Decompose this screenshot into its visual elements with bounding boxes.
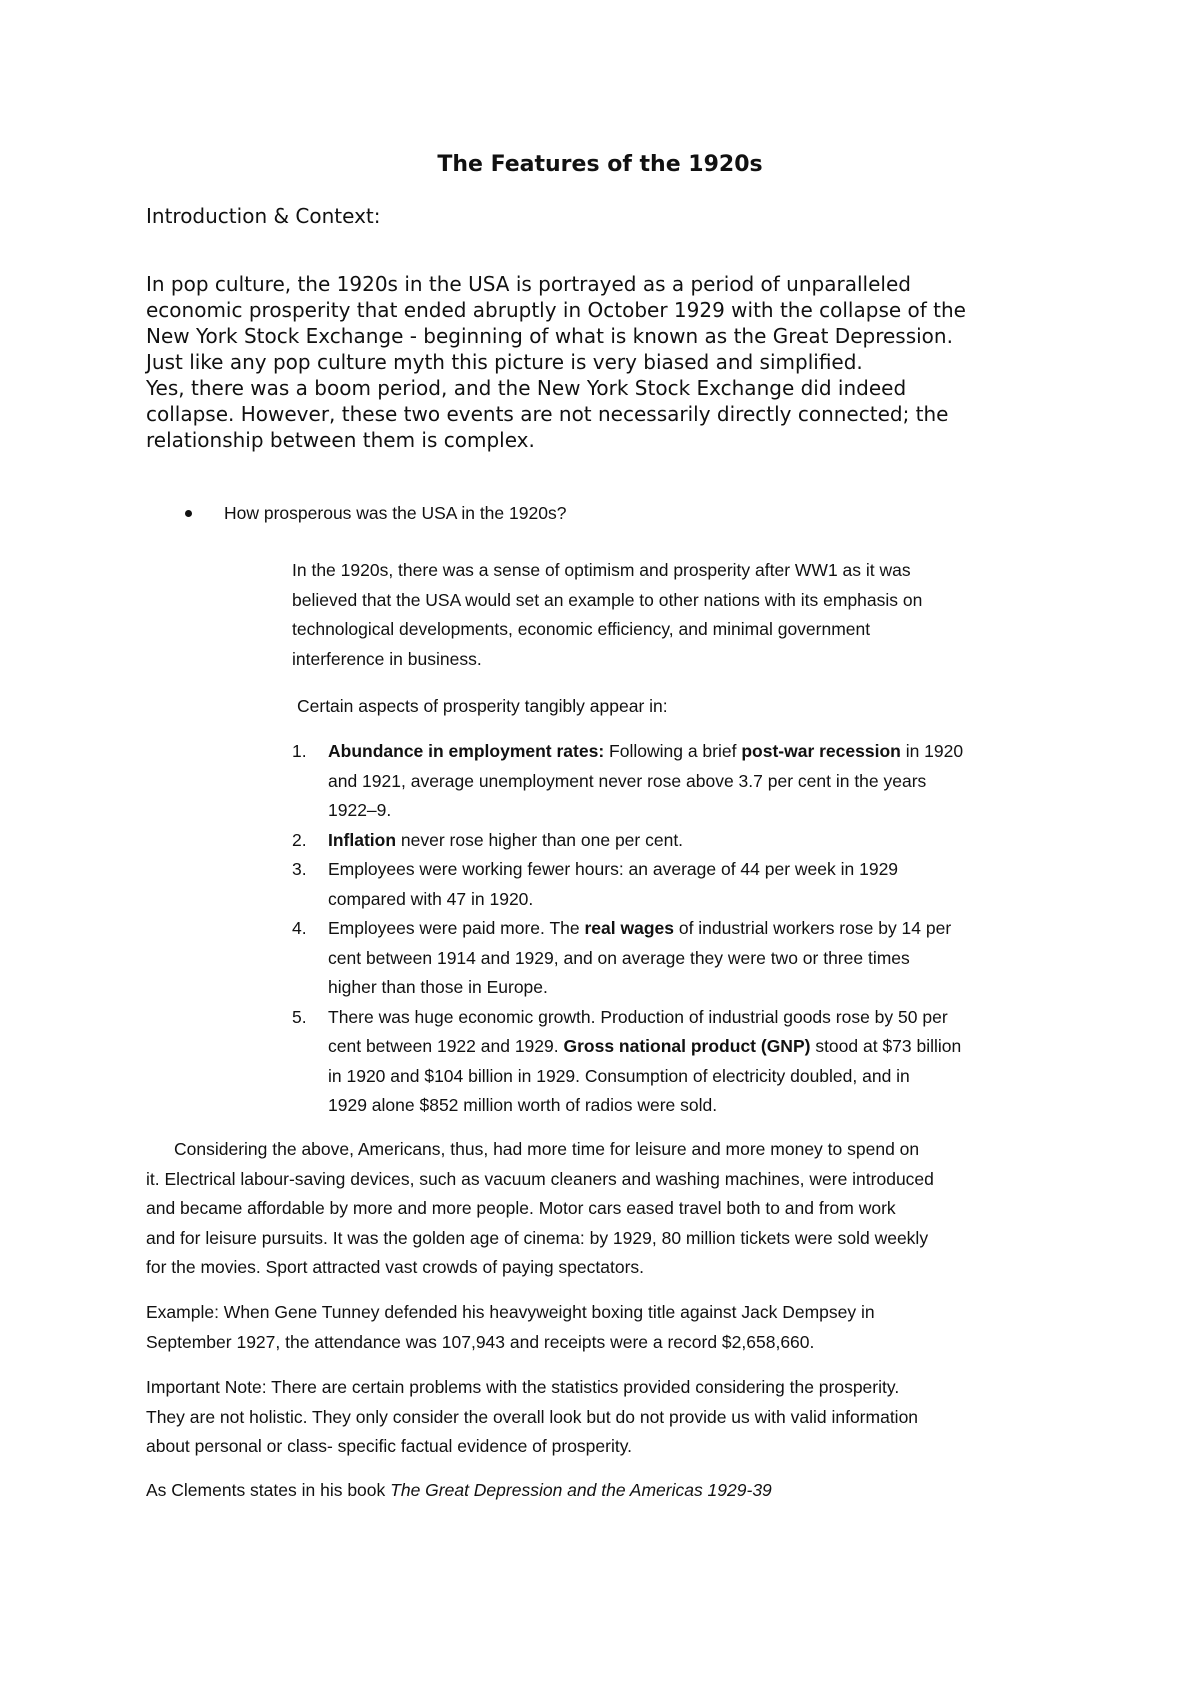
bold-term: Abundance in employment rates:	[328, 741, 605, 761]
list-item	[292, 914, 1092, 1003]
intro-paragraph	[146, 271, 1086, 453]
example-line: September 1927, the attendance was 107,943 and receipts were a record $2,658,660.	[146, 1331, 815, 1352]
example-paragraph	[146, 1298, 1086, 1357]
bold-term: post-war recession	[741, 741, 901, 761]
list-number: 1.	[292, 741, 307, 761]
prosperity-line: technological developments, economic efficiency, and minimal government	[292, 619, 871, 639]
note-line: They are not holistic. They only consider the overall look but do not provide us with valid information	[146, 1406, 919, 1427]
intro-line: New York Stock Exchange - beginning of what is known as the Great Depression.	[146, 324, 953, 348]
considering-line: and for leisure pursuits. It was the golden age of cinema: by 1929, 80 million tickets were sold weekly	[146, 1227, 929, 1248]
list-text: in 1920	[900, 741, 964, 761]
prosperity-line: interference in business.	[292, 648, 482, 669]
prosperity-paragraph	[292, 556, 1082, 674]
list-text: 1922–9.	[328, 800, 392, 820]
list-item	[292, 737, 1092, 826]
bullet-question: How prosperous was the USA in the 1920s?	[224, 503, 567, 523]
list-item	[292, 855, 1092, 914]
citation-prefix: As Clements states in his book	[146, 1480, 391, 1500]
considering-line: it. Electrical labour-saving devices, such as vacuum cleaners and washing machines, were introduced	[146, 1168, 934, 1189]
list-text: in 1920 and $104 billion in 1929. Consumption of electricity doubled, and in	[328, 1065, 910, 1086]
note-line: about personal or class- specific factual evidence of prosperity.	[146, 1436, 633, 1456]
document-title: The Features of the 1920s	[437, 152, 763, 177]
clements-citation	[146, 1476, 1086, 1506]
book-title: The Great Depression and the Americas 1929-39	[390, 1480, 772, 1500]
prosperity-line: believed that the USA would set an example to other nations with its emphasis on	[292, 589, 923, 610]
important-note-paragraph	[146, 1373, 1086, 1462]
list-number: 4.	[292, 918, 307, 938]
bold-term: Gross national product (GNP)	[563, 1036, 811, 1056]
intro-line: collapse. However, these two events are not necessarily directly connected; the	[146, 402, 949, 426]
list-text: cent between 1922 and 1929.	[328, 1036, 564, 1056]
bold-term: real wages	[584, 918, 674, 938]
list-text: stood at $73 billion	[810, 1036, 962, 1056]
intro-line: Yes, there was a boom period, and the New York Stock Exchange did indeed	[146, 376, 907, 400]
list-text: There was huge economic growth. Production of industrial goods rose by 50 per	[328, 1006, 948, 1027]
example-line: Example: When Gene Tunney defended his heavyweight boxing title against Jack Dempsey in	[146, 1302, 875, 1322]
intro-line: relationship between them is complex.	[146, 428, 535, 452]
list-item	[292, 826, 1092, 856]
list-text: Employees were working fewer hours: an average of 44 per week in 1929	[328, 859, 899, 879]
intro-line: economic prosperity that ended abruptly in October 1929 with the collapse of the	[146, 298, 966, 322]
list-text: compared with 47 in 1920.	[328, 888, 534, 909]
list-text: cent between 1914 and 1929, and on average they were two or three times	[328, 947, 910, 968]
considering-line: Considering the above, Americans, thus, had more time for leisure and more money to spend on	[174, 1139, 920, 1159]
bullet-item	[185, 499, 1085, 529]
list-number: 3.	[292, 859, 307, 879]
note-line: Important Note: There are certain problems with the statistics provided considering the prosperity.	[146, 1377, 900, 1397]
list-text: Employees were paid more. The	[328, 918, 585, 938]
list-text: never rose higher than one per cent.	[396, 829, 684, 850]
considering-paragraph	[146, 1135, 1086, 1283]
considering-line: for the movies. Sport attracted vast crowds of paying spectators.	[146, 1257, 645, 1277]
aspects-list	[292, 737, 1092, 1121]
list-number: 2.	[292, 829, 307, 850]
considering-line: and became affordable by more and more people. Motor cars eased travel both to and from work	[146, 1198, 896, 1218]
list-text: of industrial workers rose by 14 per	[673, 918, 952, 938]
list-number: 5.	[292, 1006, 307, 1027]
prosperity-line: In the 1920s, there was a sense of optimism and prosperity after WW1 as it was	[292, 560, 911, 580]
intro-line: Just like any pop culture myth this picture is very biased and simplified.	[146, 350, 863, 374]
list-text: Following a brief	[604, 741, 742, 761]
bullet-dot-icon	[185, 510, 192, 517]
list-text: and 1921, average unemployment never rose above 3.7 per cent in the years	[328, 770, 927, 791]
intro-line: In pop culture, the 1920s in the USA is portrayed as a period of unparalleled	[146, 272, 911, 296]
aspects-intro: Certain aspects of prosperity tangibly appear in:	[297, 696, 668, 716]
list-text: higher than those in Europe.	[328, 977, 548, 997]
list-item	[292, 1003, 1092, 1121]
intro-heading: Introduction & Context:	[146, 204, 381, 228]
list-text: 1929 alone $852 million worth of radios were sold.	[328, 1095, 718, 1115]
bold-term: Inflation	[328, 829, 397, 850]
